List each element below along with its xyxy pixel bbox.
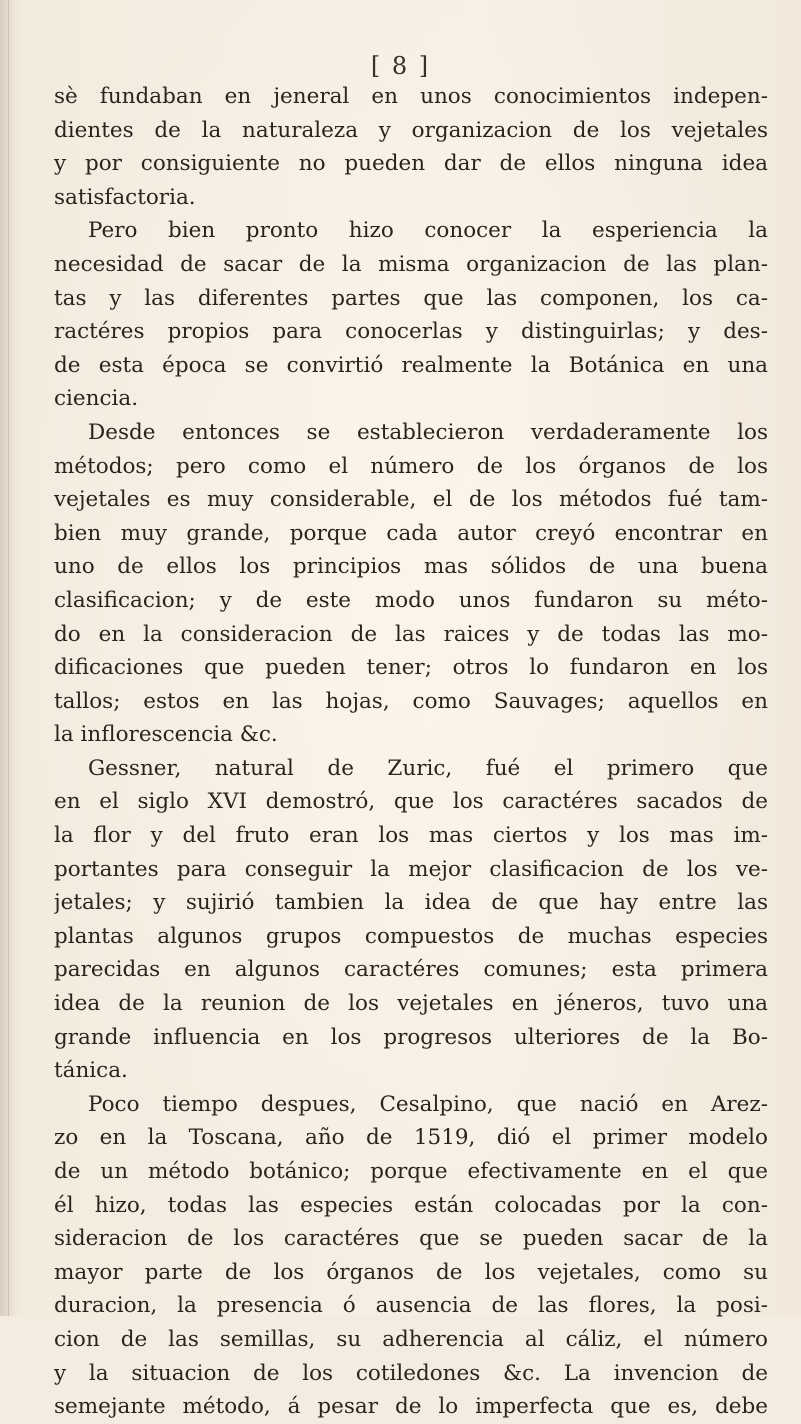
text-line: zo en la Toscana, año de 1519, dió el primer modelo: [54, 1125, 768, 1151]
body-text: [54, 80, 768, 1424]
text-line: él hizo, todas las especies están colocadas por la con-: [54, 1192, 768, 1218]
text-line: portantes para conseguir la mejor clasificacion de los ve-: [54, 856, 768, 882]
text-line: uno de ellos los principios mas sólidos de una buena: [54, 554, 768, 580]
text-line: Poco tiempo despues, Cesalpino, que nació en Arez-: [88, 1091, 768, 1117]
text-line: do en la consideracion de las raices y de todas las mo-: [54, 621, 768, 647]
text-line: Gessner, natural de Zuric, fué el primero que: [88, 755, 768, 781]
text-line: satisfactoria.: [54, 184, 196, 210]
text-line: Pero bien pronto hizo conocer la esperiencia la: [88, 218, 768, 244]
page-edge-line: [8, 0, 9, 1316]
text-line: necesidad de sacar de la misma organizacion de las plan-: [54, 251, 768, 277]
text-line: cion de las semillas, su adherencia al cáliz, el número: [54, 1326, 768, 1352]
text-line: Desde entonces se establecieron verdaderamente los: [88, 419, 768, 445]
text-line: duracion, la presencia ó ausencia de las flores, la posi-: [54, 1293, 768, 1319]
text-line: tallos; estos en las hojas, como Sauvages; aquellos en: [54, 688, 768, 714]
text-line: la flor y del fruto eran los mas ciertos y los mas im-: [54, 823, 768, 849]
text-line: tas y las diferentes partes que las componen, los ca-: [54, 285, 768, 311]
text-line: métodos; pero como el número de los órganos de los: [54, 453, 768, 479]
text-line: ciencia.: [54, 386, 139, 412]
text-line: plantas algunos grupos compuestos de muchas especies: [54, 923, 768, 949]
text-line: sideracion de los caractéres que se pueden sacar de la: [54, 1226, 768, 1252]
text-line: mayor parte de los órganos de los vejetales, como su: [54, 1259, 768, 1285]
text-line: de esta época se convirtió realmente la Botánica en una: [54, 352, 768, 378]
page-edge-shadow: [0, 0, 14, 1316]
text-line: vejetales es muy considerable, el de los métodos fué tam-: [54, 487, 768, 513]
text-line: dientes de la naturaleza y organizacion de los vejetales: [54, 117, 768, 143]
page-number: [ 8 ]: [370, 52, 431, 80]
text-line: dificaciones que pueden tener; otros lo fundaron en los: [54, 655, 768, 681]
text-line: y la situacion de los cotiledones &c. La invencion de: [54, 1360, 768, 1386]
text-line: grande influencia en los progresos ulteriores de la Bo-: [54, 1024, 768, 1050]
text-line: y por consiguiente no pueden dar de ellos ninguna idea: [54, 151, 768, 177]
text-line: clasificacion; y de este modo unos fundaron su méto-: [54, 587, 768, 613]
text-line: la inflorescencia &c.: [54, 722, 278, 748]
text-line: idea de la reunion de los vejetales en jéneros, tuvo una: [54, 991, 768, 1017]
text-line: sè fundaban en jeneral en unos conocimientos indepen-: [54, 84, 768, 109]
text-line: en el siglo XVI demostró, que los caractéres sacados de: [54, 789, 768, 815]
text-line: parecidas en algunos caractéres comunes; esta primera: [54, 957, 768, 983]
text-line: ractéres propios para conocerlas y distinguirlas; y des-: [54, 319, 768, 345]
text-line: jetales; y sujirió tambien la idea de que hay entre las: [54, 890, 768, 916]
text-line: semejante método, á pesar de lo imperfecta que es, debe: [54, 1394, 768, 1420]
text-line: tánica.: [54, 1058, 128, 1084]
text-line: bien muy grande, porque cada autor creyó encontrar en: [54, 520, 768, 546]
text-line: de un método botánico; porque efectivamente en el que: [54, 1159, 768, 1184]
